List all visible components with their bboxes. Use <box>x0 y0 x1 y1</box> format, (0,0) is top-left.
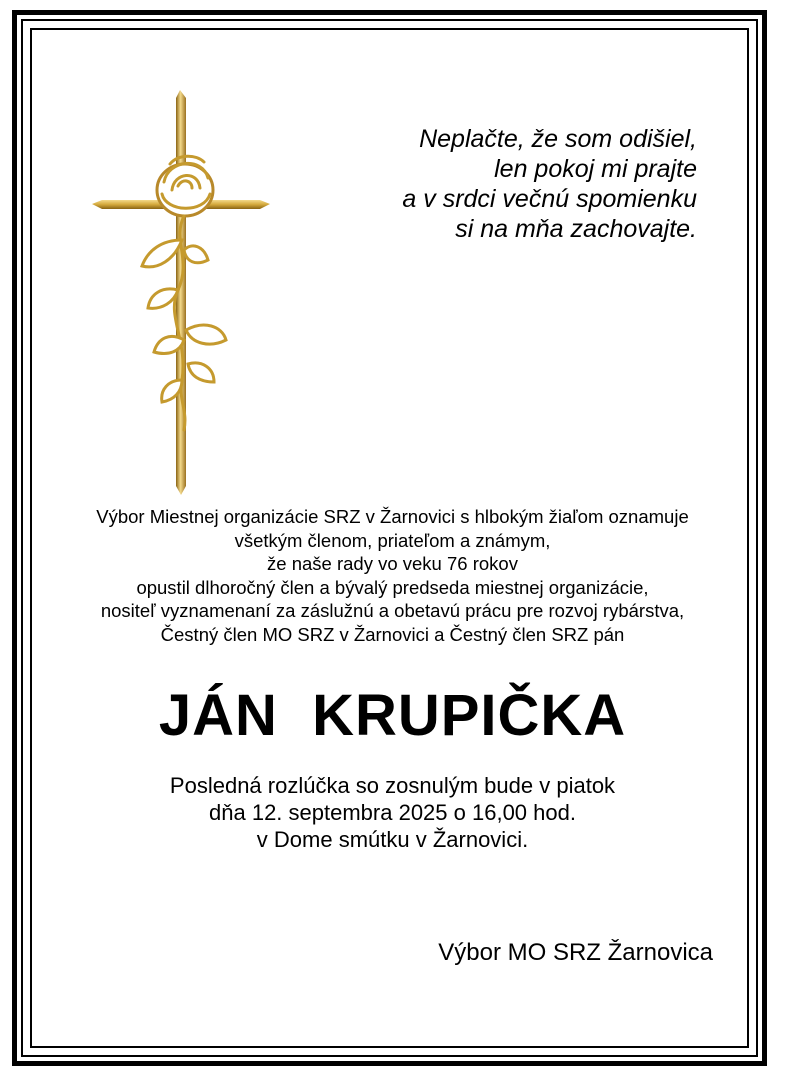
announcement-text <box>40 505 745 646</box>
funeral-line: Posledná rozlúčka so zosnulým bude v piatok <box>169 773 616 798</box>
signature: Výbor MO SRZ Žarnovica <box>438 939 713 966</box>
verse-line: a v srdci večnú spomienku <box>402 185 697 213</box>
rose-icon <box>157 156 213 216</box>
announcement-line: opustil dlhoročný člen a bývalý predseda miestnej organizácie, <box>136 576 649 598</box>
verse-line: Neplačte, že som odišiel, <box>419 125 697 153</box>
funeral-details <box>40 772 745 853</box>
verse-line: si na mňa zachovajte. <box>455 215 697 243</box>
memorial-verse <box>297 124 697 244</box>
announcement-line: že naše rady vo veku 76 rokov <box>267 553 518 574</box>
announcement-line: Čestný člen MO SRZ v Žarnovici a Čestný člen SRZ pán <box>160 623 625 645</box>
funeral-line: dňa 12. septembra 2025 o 16,00 hod. <box>209 800 576 825</box>
cross-with-rose-icon <box>92 90 270 495</box>
announcement-line: všetkým členom, priateľom a známym, <box>234 529 551 551</box>
deceased-name: JÁN KRUPIČKA <box>158 683 627 748</box>
verse-line: len pokoj mi prajte <box>494 155 697 183</box>
announcement-line: Výbor Miestnej organizácie SRZ v Žarnovici s hlbokým žiaľom oznamuje <box>96 506 689 527</box>
announcement-line: nositeľ vyznamenaní za záslužnú a obetavú prácu pre rozvoj rybárstva, <box>100 600 685 621</box>
funeral-line: v Dome smútku v Žarnovici. <box>256 827 529 852</box>
